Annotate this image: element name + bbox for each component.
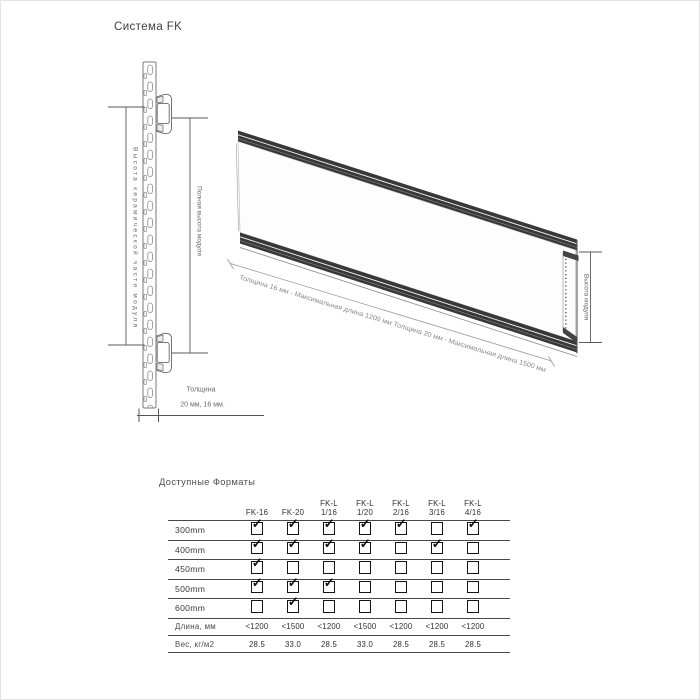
format-row (168, 599, 510, 619)
mounting-clip-top (157, 94, 172, 133)
header-spacer (168, 495, 239, 521)
checkbox (467, 600, 480, 613)
checkbox (323, 561, 336, 574)
checkbox (287, 542, 300, 555)
checkbox (395, 542, 408, 555)
weight-value: 28.5 (321, 639, 337, 649)
row-label: Длина, мм (175, 622, 217, 632)
row-label: 450mm (175, 564, 206, 575)
dimension-thickness (137, 409, 264, 423)
checkbox (359, 600, 372, 613)
row-label: 500mm (175, 583, 206, 594)
weight-value: 33.0 (285, 639, 301, 649)
row-label: 600mm (175, 603, 206, 614)
checkbox (251, 600, 264, 613)
weight-row (168, 635, 510, 652)
length-row (168, 618, 510, 635)
checkbox (395, 600, 408, 613)
length-value: <1200 (461, 622, 485, 632)
format-row (168, 579, 510, 599)
column-header: FK-L 1/20 (356, 499, 374, 517)
dimension-module-height (579, 252, 602, 343)
length-value: <1200 (317, 622, 341, 632)
panel-length-note: Толщина 16 мм - Максимальная длина 1200 мм Толщина 20 мм - Максимальная длина 1500 мм (238, 274, 532, 370)
formats-title: Доступные Форматы (159, 477, 256, 487)
technical-drawing (80, 50, 640, 440)
length-value: <1500 (281, 622, 305, 632)
checkbox (467, 561, 480, 574)
checkbox (359, 561, 372, 574)
panel-isometric (236, 131, 578, 357)
thickness-values: 20 мм, 16 мм. (180, 401, 225, 409)
length-value: <1200 (245, 622, 269, 632)
wall-rail-profile (143, 62, 156, 408)
checkbox (251, 581, 264, 594)
checkbox (395, 581, 408, 594)
checkbox (287, 561, 300, 574)
checkbox (251, 561, 264, 574)
weight-value: 28.5 (393, 639, 409, 649)
length-value: <1200 (389, 622, 413, 632)
mounting-clip-bottom (157, 333, 172, 372)
formats-table (168, 495, 510, 653)
column-header: FK-20 (281, 508, 305, 517)
column-header: FK-L 2/16 (392, 499, 410, 517)
weight-value: 33.0 (357, 639, 373, 649)
checkbox (287, 600, 300, 613)
column-header: FK-L 3/16 (428, 499, 446, 517)
checkbox (323, 542, 336, 555)
checkbox (395, 561, 408, 574)
row-label: 300mm (175, 525, 206, 536)
checkbox (287, 522, 300, 535)
row-label: Вес, кг/м2 (175, 639, 215, 649)
weight-value: 28.5 (465, 639, 481, 649)
thickness-label: Толщина (186, 386, 216, 394)
checkbox (287, 581, 300, 594)
checkbox (467, 542, 480, 555)
full-height-label: Полная высота модуля (195, 186, 203, 256)
checkbox (359, 542, 372, 555)
checkbox (431, 542, 444, 555)
weight-value: 28.5 (429, 639, 445, 649)
checkbox (251, 522, 264, 535)
checkbox (359, 581, 372, 594)
length-value: <1500 (353, 622, 377, 632)
checkbox (467, 522, 480, 535)
module-height-label: Высота модуля (582, 273, 590, 321)
formats-header-row (168, 495, 510, 521)
checkbox (323, 581, 336, 594)
checkbox (431, 522, 444, 535)
checkbox (395, 522, 408, 535)
checkbox (431, 600, 444, 613)
format-row (168, 521, 510, 541)
format-row (168, 540, 510, 560)
length-value: <1200 (425, 622, 449, 632)
checkbox (323, 522, 336, 535)
checkbox (251, 542, 264, 555)
checkbox (467, 581, 480, 594)
format-row (168, 560, 510, 580)
checkbox (359, 522, 372, 535)
ceramic-height-label: Высота керамической части модуля (131, 147, 139, 327)
weight-value: 28.5 (249, 639, 265, 649)
checkbox (323, 600, 336, 613)
checkbox (431, 581, 444, 594)
row-label: 400mm (175, 544, 206, 555)
column-header: FK-L 1/16 (320, 499, 338, 517)
column-header: FK-L 4/16 (464, 499, 482, 517)
column-header: FK-16 (245, 508, 269, 517)
page-title: Система FK (114, 21, 183, 33)
checkbox (431, 561, 444, 574)
